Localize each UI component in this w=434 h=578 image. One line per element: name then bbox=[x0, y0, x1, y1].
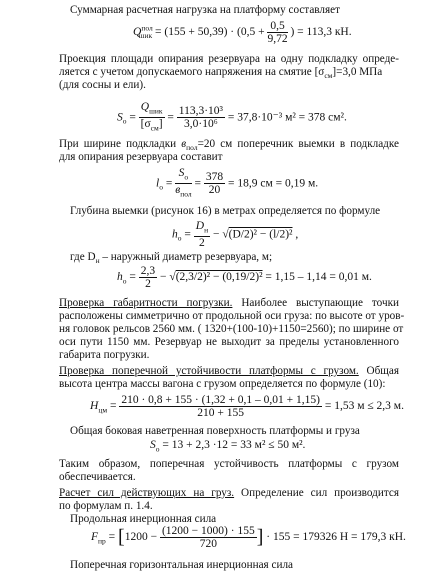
text-line: При ширине подкладки $в_{пол}=20$ см поперечник выемки в подкладке bbox=[59, 138, 399, 153]
text-line: оси пути 1150 мм. Резервуар не выходит за пределы установленного bbox=[59, 336, 399, 348]
text-line: Продольная инерционная сила bbox=[70, 513, 217, 525]
text-line: Глубина выемки (рисунок 16) в метрах определяется по формуле bbox=[70, 205, 381, 217]
text-line: Поперечная горизонтальная инерционная сила bbox=[70, 559, 294, 571]
equation-area: $S_о$ = $\frac{Q_{шик}}{[\sigma_{см}]}$ = $\frac{\text{113,3·10³}}{\text{3,0·10⁶}}$ = 37,8·10⁻³ м² = 378 см². bbox=[117, 101, 347, 133]
text-line: Проверка поперечной устойчивости платформы с грузом. Общая bbox=[59, 365, 399, 377]
text-line: Суммарная расчетная нагрузка на платформу составляет bbox=[70, 4, 341, 16]
equation-total-load: $Q^{пол}_{шик} = (155 + 50,39) \cdot (0,5$ + $\frac{0,5}{9,72}$ ) = 113,3 кН. bbox=[133, 20, 352, 45]
text-line: Расчет сил действующих на груз. Определение сил производится bbox=[59, 487, 399, 499]
text-line: Проверка габаритности погрузки. Наиболее выступающие точки bbox=[59, 297, 399, 309]
text-line: по формулам п. 1.4. bbox=[59, 500, 153, 512]
text-line: высота центра массы вагона с грузом определяется по формуле (10): bbox=[59, 378, 386, 390]
text-line: ня головок рельсов 2560 мм. ( 1320+(100-10)+1150=2560); по ширине от bbox=[59, 323, 404, 335]
equation-depth-formula: $h_о$ = $\frac{D_н}{2}$ − √(D/2)² − (l/2)² , bbox=[172, 220, 299, 250]
text-line: Таким образом, поперечная устойчивость платформы с грузом bbox=[59, 458, 399, 470]
equation-longitudinal-force: $F_{пр} = [1200$ − $\frac{(1200 - 1000) \cdot 155}{720}$ ] · 155 = 179326 Н = 179,3 кН. bbox=[91, 525, 406, 550]
equation-depth-result: $h_о$ = $\frac{2,3}{2}$ − √(2,3/2)² − (0,19/2)² = 1,15 – 1,14 = 0,01 м. bbox=[117, 265, 372, 290]
equation-recess-width: $l_о$ = $\frac{S_о}{в_{пол}}$ = $\frac{378}{20}$ = 18,9 см = 0,19 м. bbox=[156, 167, 319, 199]
text-line: Проекция площади опирания резервуара на одну подкладку опреде- bbox=[59, 53, 399, 65]
text-line: расположены симметрично от продольной оси груза: по высоте от уров- bbox=[59, 310, 405, 322]
text-line: габарита погрузки. bbox=[59, 349, 150, 361]
text-line: ляется с учетом допускаемого напряжения на смятие $[\sigma_{см}]=3,0$ МПа bbox=[59, 66, 383, 81]
text-line: обеспечивается. bbox=[59, 471, 136, 483]
text-line: (для сосны и ели). bbox=[59, 79, 146, 91]
text-line: Общая боковая наветренная поверхность платформы и груза bbox=[70, 425, 360, 437]
equation-side-area: $S_о = 13 + 2,3 \cdot 12 = 33$ м² ≤ 50 м². bbox=[150, 439, 306, 454]
text-line: для опирания резервуара составит bbox=[59, 151, 223, 163]
equation-center-of-mass: $H_{цм}$ = $\frac{210 \cdot 0,8 + 155 \cdot (1,32 + 0,1 - 0,01 + 1,15)}{210 + 155}$ = 1,53 м ≤ 2,3 м. bbox=[90, 394, 404, 419]
text-line: где $D_н$ – наружный диаметр резервуара, м; bbox=[70, 251, 273, 266]
